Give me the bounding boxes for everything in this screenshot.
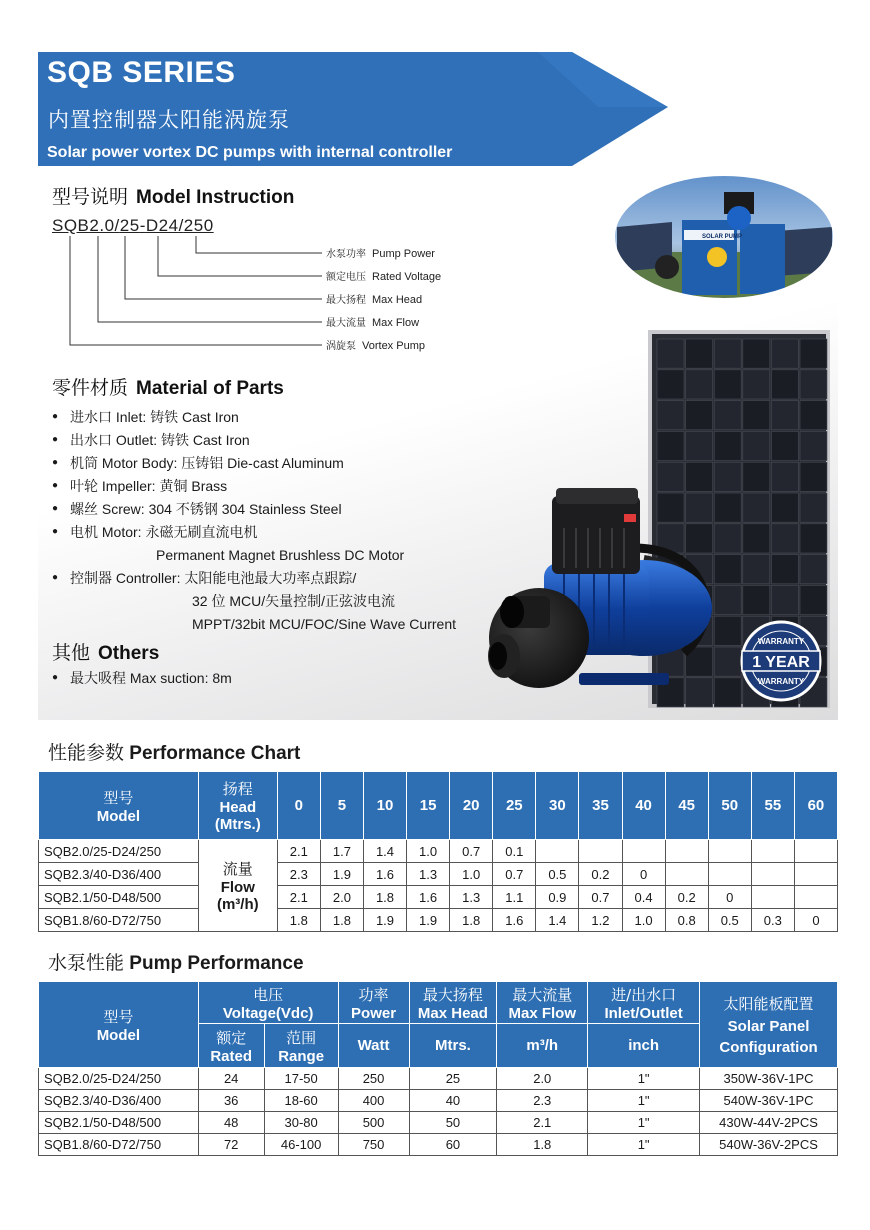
head-value: 20 [450, 772, 493, 840]
performance-chart-body [39, 840, 838, 932]
flow-value-cell [579, 840, 622, 863]
flow-value-cell: 0.7 [450, 840, 493, 863]
model-code [52, 216, 214, 236]
materials-title [52, 373, 284, 400]
flow-value-cell [536, 840, 579, 863]
list-item: ● 机筒 Motor Body: 压铸铝 Die-cast Aluminum [52, 453, 456, 476]
model-cell: SQB2.0/25-D24/250 [39, 1068, 199, 1090]
list-item: ● 最大吸程 Max suction: 8m [52, 668, 232, 691]
warranty-bottom-text: WARRANTY [757, 677, 805, 686]
flow-value-cell [665, 863, 708, 886]
flow-value-cell: 1.3 [407, 863, 450, 886]
panel-cell [743, 370, 770, 399]
header-en: Max Head [417, 1004, 488, 1022]
pump-performance-body [39, 1068, 838, 1156]
head-value: 50 [708, 772, 751, 840]
panel-cell [771, 493, 798, 522]
list-item: ● 进水口 Inlet: 铸铁 Cast Iron [52, 407, 456, 430]
flow-value-cell: 1.4 [536, 909, 579, 932]
legend-max-flow [326, 314, 419, 329]
head-value: 45 [665, 772, 708, 840]
panel-cell [800, 585, 827, 614]
model-cell: SQB2.3/40-D36/400 [39, 863, 199, 886]
flow-value-cell: 0.5 [708, 909, 751, 932]
header-en: Model [96, 1026, 141, 1044]
flow-cell: 2.1 [497, 1112, 588, 1134]
head-value: 55 [751, 772, 794, 840]
flow-value-cell: 0 [794, 909, 837, 932]
flow-value-cell: 1.9 [363, 909, 406, 932]
head-value: 5 [320, 772, 363, 840]
panel-cell [743, 555, 770, 584]
legend-cn: 额定电压 [326, 272, 366, 283]
model-cell: SQB1.8/60-D72/750 [39, 909, 199, 932]
power-cell: 400 [338, 1090, 409, 1112]
flow-value-cell: 1.4 [363, 840, 406, 863]
others-title-en: Others [98, 643, 160, 664]
header-cn: 额定 [216, 1028, 247, 1047]
panel-cell [743, 493, 770, 522]
header-en: Rated [210, 1047, 253, 1065]
panel-cell [771, 370, 798, 399]
power-header [338, 982, 409, 1024]
flow-value-cell: 1.6 [363, 863, 406, 886]
flow-value-cell: 0.8 [665, 909, 708, 932]
subtitle-cn: 内置控制器太阳能涡旋泵 [48, 108, 290, 132]
rated-cell: 72 [198, 1134, 264, 1156]
code-part: 25 [119, 216, 140, 235]
flow-value-cell: 1.0 [407, 840, 450, 863]
panel-cell [800, 370, 827, 399]
pump-performance-title-cn: 水泵性能 [48, 952, 125, 974]
power-cell: 250 [338, 1068, 409, 1090]
flow-value-cell: 1.8 [277, 909, 320, 932]
panel-cell [800, 493, 827, 522]
performance-chart-title-cn: 性能参数 [48, 742, 125, 764]
head-cell: 25 [409, 1068, 497, 1090]
pump-performance-title [48, 948, 304, 975]
flow-label-cell [198, 840, 277, 932]
table-header-row [39, 772, 838, 840]
flow-value-cell: 1.6 [407, 886, 450, 909]
pump-performance-title-en: Pump Performance [129, 953, 304, 974]
flow-value-cell: 1.8 [320, 909, 363, 932]
panel-cell [686, 370, 713, 399]
voltage-header [198, 982, 338, 1024]
panel-cell: 350W-36V-1PC [700, 1068, 838, 1090]
header-en: Solar Panel [727, 1018, 810, 1035]
pump-performance-table [38, 981, 838, 1156]
code-part: 2.0 [89, 216, 115, 235]
flow-value-cell: 1.9 [320, 863, 363, 886]
legend-en: Pump Power [372, 248, 435, 260]
panel-cell [743, 431, 770, 460]
head-value: 35 [579, 772, 622, 840]
model-cell: SQB2.0/25-D24/250 [39, 840, 199, 863]
inlet-unit: inch [588, 1024, 700, 1068]
rated-cell: 36 [198, 1090, 264, 1112]
table-row [39, 840, 838, 863]
legend-en: Max Flow [372, 317, 420, 329]
panel-cell [743, 339, 770, 368]
flow-value-cell: 0.7 [493, 863, 536, 886]
header-cn: 电压 [253, 985, 284, 1004]
performance-chart-table [38, 771, 838, 932]
panel-cell [686, 339, 713, 368]
model-header [39, 982, 199, 1068]
flow-value-cell: 1.1 [493, 886, 536, 909]
panel-cell [743, 585, 770, 614]
panel-cell [771, 462, 798, 491]
header-en: Configuration [719, 1039, 818, 1056]
range-cell: 46-100 [264, 1134, 338, 1156]
legend-en: Max Head [372, 294, 423, 306]
flow-value-cell: 0.2 [665, 886, 708, 909]
flow-value-cell: 1.8 [363, 886, 406, 909]
flow-value-cell [794, 840, 837, 863]
flow-cell: 1.8 [497, 1134, 588, 1156]
list-item: ● 出水口 Outlet: 铸铁 Cast Iron [52, 430, 456, 453]
others-list [52, 668, 232, 691]
header-en: Voltage(Vdc) [222, 1004, 314, 1022]
range-header [264, 1024, 338, 1068]
warranty-top-text: WARRANTY [757, 637, 805, 646]
flow-value-cell [622, 840, 665, 863]
flow-value-cell: 2.1 [277, 886, 320, 909]
header-en: Range [278, 1047, 325, 1065]
flow-value-cell: 1.0 [450, 863, 493, 886]
header-en: Power [351, 1004, 397, 1022]
model-instruction-title [52, 182, 294, 209]
head-cell: 40 [409, 1090, 497, 1112]
model-cell: SQB2.1/50-D48/500 [39, 886, 199, 909]
head-value: 30 [536, 772, 579, 840]
table-header-row [39, 982, 838, 1024]
head-unit: Mtrs. [409, 1024, 497, 1068]
flow-value-cell [708, 840, 751, 863]
inlet-cell: 1" [588, 1090, 700, 1112]
panel-cell: 430W-44V-2PCS [700, 1112, 838, 1134]
flow-value-cell [665, 840, 708, 863]
flow-cell: 2.0 [497, 1068, 588, 1090]
code-part: - [139, 216, 146, 235]
panel-cell [657, 370, 684, 399]
flow-value-cell: 0.3 [751, 909, 794, 932]
panel-cell [800, 524, 827, 553]
model-cell: SQB2.3/40-D36/400 [39, 1090, 199, 1112]
panel-cell [743, 401, 770, 430]
others-title-cn: 其他 [52, 642, 91, 664]
head-cell: 50 [409, 1112, 497, 1134]
flow-value-cell: 1.8 [450, 909, 493, 932]
head-cell: 60 [409, 1134, 497, 1156]
list-item: ● 电机 Motor: 永磁无刷直流电机 [52, 522, 456, 545]
panel-cell [771, 431, 798, 460]
header-cn: 太阳能板配置 [723, 995, 814, 1013]
legend-cn: 最大流量 [326, 318, 366, 329]
flow-value-cell: 1.6 [493, 909, 536, 932]
inlet-cell: 1" [588, 1134, 700, 1156]
flow-value-cell: 1.0 [622, 909, 665, 932]
panel-cell [714, 401, 741, 430]
header-unit: (Mtrs.) [214, 816, 261, 833]
flow-value-cell: 1.7 [320, 840, 363, 863]
flow-label-flow-cn: 流量 [222, 860, 253, 878]
legend-cn: 涡旋泵 [326, 341, 356, 352]
model-header [39, 772, 199, 840]
header-banner [38, 52, 668, 166]
flow-header [497, 982, 588, 1024]
panel-cell [800, 431, 827, 460]
panel-cell [800, 401, 827, 430]
flow-value-cell: 1.3 [450, 886, 493, 909]
model-cell: SQB2.1/50-D48/500 [39, 1112, 199, 1134]
head-value: 60 [794, 772, 837, 840]
flow-value-cell: 0.7 [579, 886, 622, 909]
head-value: 10 [363, 772, 406, 840]
range-cell: 30-80 [264, 1112, 338, 1134]
series-title: SQB SERIES [47, 56, 236, 89]
header-en: Inlet/Outlet [604, 1004, 683, 1022]
panel-cell [743, 524, 770, 553]
flow-value-cell [751, 886, 794, 909]
flow-cell: 2.3 [497, 1090, 588, 1112]
panel-cell [686, 431, 713, 460]
flow-value-cell: 0.5 [536, 863, 579, 886]
inlet-header [588, 982, 700, 1024]
panel-cell [771, 339, 798, 368]
list-item-continuation: MPPT/32bit MCU/FOC/Sine Wave Current [192, 616, 456, 632]
table-row [39, 1068, 838, 1090]
legend-max-head [326, 291, 422, 306]
head-value: 25 [493, 772, 536, 840]
header-cn: 扬程 [222, 780, 253, 798]
flow-value-cell: 2.1 [277, 840, 320, 863]
rated-cell: 48 [198, 1112, 264, 1134]
legend-rated-voltage [326, 268, 441, 283]
head-value: 15 [407, 772, 450, 840]
flow-value-cell [751, 863, 794, 886]
panel-cell [714, 339, 741, 368]
header-cn: 型号 [103, 1007, 134, 1026]
flow-value-cell: 0.9 [536, 886, 579, 909]
panel-cell [657, 339, 684, 368]
performance-chart-title [48, 738, 300, 765]
panel-cell [800, 339, 827, 368]
model-instruction-title-en: Model Instruction [136, 187, 295, 208]
list-item-continuation: 32 位 MCU/矢量控制/正弦波电流 [192, 593, 396, 609]
table-row [39, 1090, 838, 1112]
rated-header [198, 1024, 264, 1068]
rated-cell: 24 [198, 1068, 264, 1090]
flow-value-cell: 0.4 [622, 886, 665, 909]
legend-pump-power [326, 245, 435, 260]
flow-value-cell [794, 886, 837, 909]
power-cell: 750 [338, 1134, 409, 1156]
panel-cell [771, 401, 798, 430]
panel-cell [714, 431, 741, 460]
model-cell: SQB1.8/60-D72/750 [39, 1134, 199, 1156]
inlet-cell: 1" [588, 1112, 700, 1134]
panel-cell [743, 462, 770, 491]
header-cn: 最大流量 [512, 985, 573, 1004]
panel-cell [800, 555, 827, 584]
legend-en: Vortex Pump [362, 340, 425, 352]
header-cn: 范围 [286, 1028, 317, 1047]
list-item: ● 叶轮 Impeller: 黄铜 Brass [52, 476, 456, 499]
head-header [198, 772, 277, 840]
flow-value-cell [751, 840, 794, 863]
table-row [39, 1134, 838, 1156]
power-unit: Watt [338, 1024, 409, 1068]
head-value: 40 [622, 772, 665, 840]
table-row [39, 909, 838, 932]
legend-en: Rated Voltage [372, 271, 442, 283]
flow-value-cell: 0.1 [493, 840, 536, 863]
power-cell: 500 [338, 1112, 409, 1134]
panel-cell: 540W-36V-1PC [700, 1090, 838, 1112]
panel-cell [800, 462, 827, 491]
flow-value-cell: 0 [622, 863, 665, 886]
flow-label-flow-unit: (m³/h) [216, 896, 259, 913]
legend-vortex-pump [326, 337, 425, 352]
warranty-badge [740, 620, 822, 702]
flow-value-cell: 1.2 [579, 909, 622, 932]
panel-cell [657, 401, 684, 430]
header-en: Model [96, 807, 141, 825]
panel-header [700, 982, 838, 1068]
code-part: D24 [145, 216, 179, 235]
head-header [409, 982, 497, 1024]
header-en: Head [219, 799, 257, 816]
flow-value-cell: 0 [708, 886, 751, 909]
panel-cell [714, 370, 741, 399]
code-part: / [114, 216, 120, 235]
header-cn: 型号 [103, 788, 134, 807]
code-part: 250 [183, 216, 214, 235]
box-label: SOLAR PUMP [702, 234, 743, 240]
header-en: Max Flow [508, 1004, 577, 1022]
flow-value-cell: 1.9 [407, 909, 450, 932]
performance-chart-title-en: Performance Chart [129, 743, 301, 764]
legend-cn: 最大扬程 [326, 295, 366, 306]
flow-label-flow-en: Flow [220, 879, 255, 896]
flow-unit: m³/h [497, 1024, 588, 1068]
code-part: SQB [52, 216, 90, 235]
pump-image [484, 478, 724, 704]
flow-value-cell: 0.2 [579, 863, 622, 886]
model-instruction-title-cn: 型号说明 [52, 186, 129, 208]
inlet-cell: 1" [588, 1068, 700, 1090]
materials-title-cn: 零件材质 [52, 377, 129, 399]
head-value: 0 [277, 772, 320, 840]
others-title [52, 638, 159, 665]
materials-title-en: Material of Parts [136, 378, 284, 399]
panel-cell [771, 585, 798, 614]
panel-cell: 540W-36V-2PCS [700, 1134, 838, 1156]
flow-value-cell: 2.0 [320, 886, 363, 909]
subtitle-en: Solar power vortex DC pumps with internal controller [47, 144, 453, 161]
panel-cell [686, 401, 713, 430]
table-row [39, 1112, 838, 1134]
flow-value-cell [794, 863, 837, 886]
flow-value-cell: 2.3 [277, 863, 320, 886]
installation-photo [612, 172, 837, 302]
panel-cell [771, 524, 798, 553]
list-item-continuation: Permanent Magnet Brushless DC Motor [156, 547, 405, 563]
header-cn: 最大扬程 [422, 985, 483, 1004]
legend-cn: 水泵功率 [326, 249, 366, 260]
list-item: ● 螺丝 Screw: 304 不锈钢 304 Stainless Steel [52, 499, 456, 522]
model-code-leader-lines [60, 236, 330, 348]
table-row [39, 886, 838, 909]
flow-value-cell [708, 863, 751, 886]
panel-cell [771, 555, 798, 584]
header-cn: 功率 [358, 985, 389, 1004]
range-cell: 18-60 [264, 1090, 338, 1112]
range-cell: 17-50 [264, 1068, 338, 1090]
materials-list [52, 407, 456, 637]
header-cn: 进/出水口 [611, 985, 677, 1004]
code-part: / [178, 216, 184, 235]
table-row [39, 863, 838, 886]
warranty-main-text: 1 YEAR [752, 654, 810, 671]
panel-cell [657, 431, 684, 460]
list-item: ● 控制器 Controller: 太阳能电池最大功率点跟踪/ [52, 568, 456, 591]
